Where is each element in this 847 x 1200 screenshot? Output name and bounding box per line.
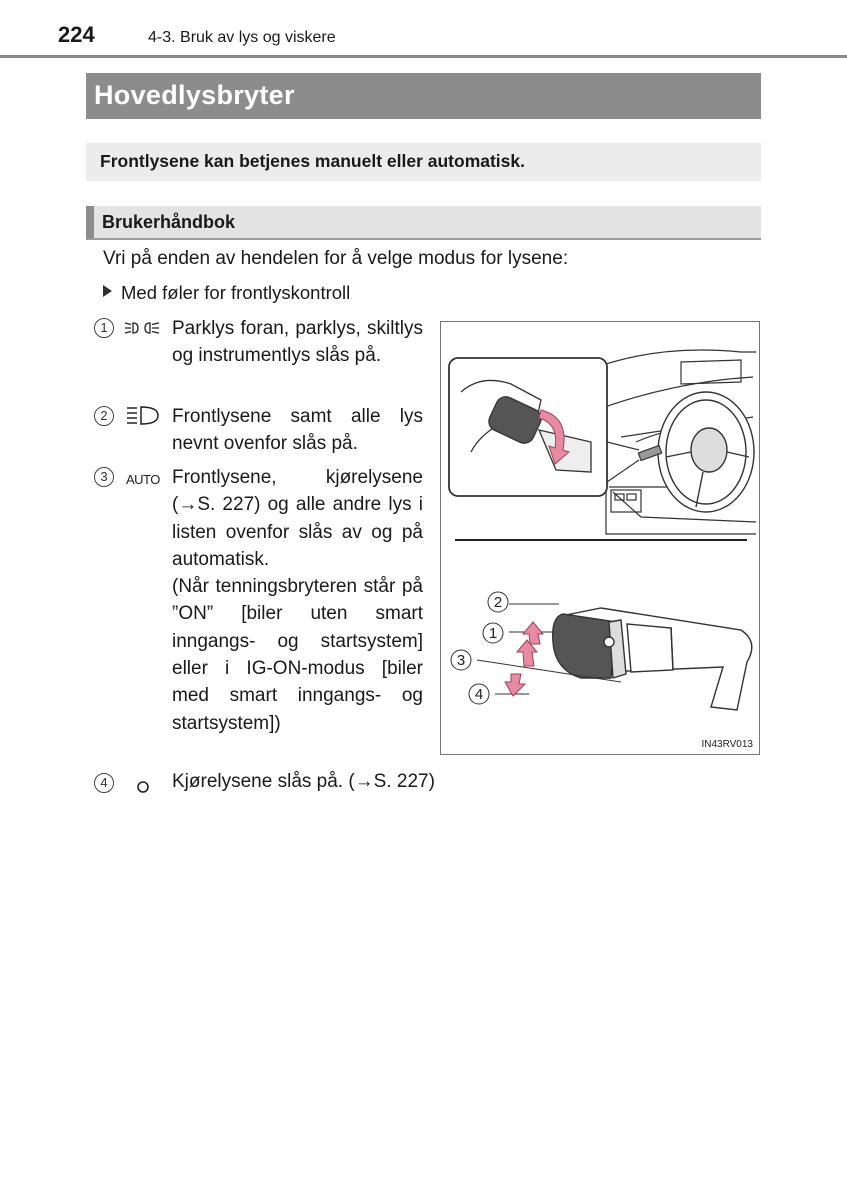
parking-lights-icon <box>124 320 162 336</box>
callout-4: 4 <box>474 686 484 703</box>
item-text-1: Parklys foran, parklys, skiltlys og instrumentlys slås på. <box>172 318 423 367</box>
bullet-item <box>103 282 350 304</box>
intro-box <box>86 143 761 181</box>
item-text-2: Frontlysene samt alle lys nevnt ovenfor slås på. <box>172 406 423 455</box>
header-rule <box>0 55 847 58</box>
section-title: Brukerhåndbok <box>102 212 236 232</box>
section-accent <box>86 206 94 238</box>
item-text-3-note: (Når tenningsbryteren står på ”ON” [biler uten smart inngangs- og startsystem] eller i IG-ON-modus [biler med smart inngangs- og startsystem]) <box>172 576 423 734</box>
drl-off-icon <box>136 780 150 794</box>
item-number-2: 2 <box>94 406 114 426</box>
lead-text: Vri på enden av hendelen for å velge modus for lysene: <box>103 248 569 269</box>
item-number-1: 1 <box>94 318 114 338</box>
title-bar <box>86 73 761 119</box>
intro-text: Frontlysene kan betjenes manuelt eller automatisk. <box>100 151 525 171</box>
zoom-pointer-line-lower <box>607 460 639 482</box>
callout-2: 2 <box>493 594 503 611</box>
steering-wheel-icon <box>658 392 754 512</box>
light-switch-lever-icon <box>553 608 752 710</box>
zoom-pointer-line <box>607 442 639 450</box>
callout-3: 3 <box>456 652 466 669</box>
page-title: Hovedlysbryter <box>94 80 295 110</box>
section-heading <box>86 206 761 240</box>
headlight-icon <box>126 405 160 427</box>
figure-illustration <box>441 322 759 754</box>
auto-mode-icon: AUTO <box>126 472 160 487</box>
callout-1: 1 <box>488 625 498 642</box>
item-text-4: Kjørelysene slås på. (→S. 227) <box>172 771 435 792</box>
chapter-title: 4-3. Bruk av lys og viskere <box>148 29 336 46</box>
item-text-3-main: Frontlysene, kjørelysene (→S. 227) og alle andre lys i listen ovenfor slås av og på automatisk. <box>172 467 423 570</box>
lever-figure <box>440 321 760 755</box>
page-header <box>0 0 847 60</box>
arrow-up-icon <box>517 622 543 666</box>
page-number: 224 <box>58 22 95 47</box>
bullet-text: Med føler for frontlyskontroll <box>121 282 351 303</box>
figure-code: IN43RV013 <box>701 739 753 750</box>
arrow-down-icon <box>505 674 525 696</box>
item-number-4: 4 <box>94 773 114 793</box>
triangle-bullet-icon <box>103 285 112 297</box>
item-text-3 <box>172 464 423 737</box>
item-number-3: 3 <box>94 467 114 487</box>
